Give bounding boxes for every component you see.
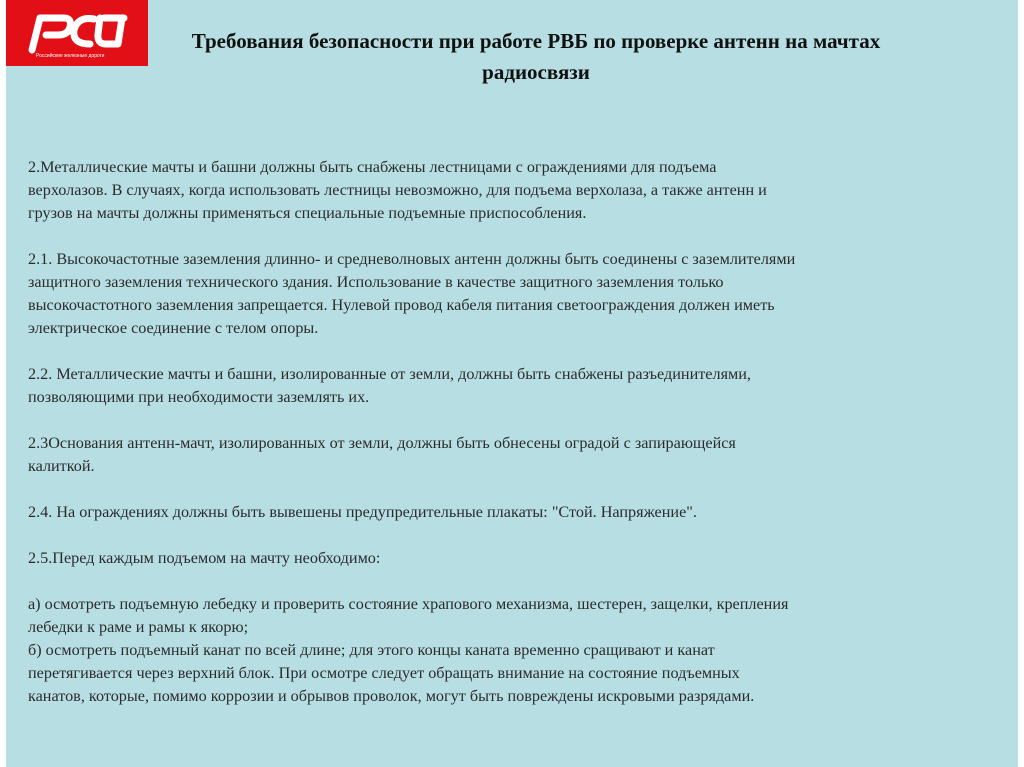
slide [6,0,1018,767]
paragraph-2: 2.Металлические мачты и башни должны быть снабжены лестницами с ограждениями для подъема верхолазов. В случаях, когда использовать лестницы невозможно, для подъема верхолаза, а также антенн и грузов на мачты должны применяться специальные подъемные приспособления. [28,158,767,222]
paragraph-2-4: 2.4. На ограждениях должны быть вывешены предупредительные плакаты: "Стой. Напряжение". [28,503,697,521]
paragraph-2-2: 2.2. Металлические мачты и башни, изолированные от земли, должны быть снабжены разъединителями, позволяющими при необходимости заземлять их. [28,365,751,406]
paragraph-2-5-items: а) осмотреть подъемную лебедку и проверить состояние храпового механизма, шестерен, защелки, крепления лебедки к раме и рамы к якорю; б) осмотреть подъемный канат по всей длине; для этого концы каната временно сращивают и канат перетягивается через верхний блок. При осмотре следует обращать внимание на состояние подъемных канатов, которые, помимо коррозии и обрывов проволок, могут быть повреждены искровыми разрядами. [28,595,789,705]
body-text [28,156,1018,708]
paragraph-2-3: 2.3Основания антенн-мачт, изолированных от земли, должны быть обнесены оградой с запирающейся калиткой. [28,434,736,475]
rzd-logo [6,0,148,66]
paragraph-2-1: 2.1. Высокочастотные заземления длинно- и средневолновых антенн должны быть соединены с заземлителями защитного заземления технического здания. Использование в качестве защитного заземления только высокочастотного заземления запрещается. Нулевой провод кабеля питания светоограждения должен иметь электрическое соединение с телом опоры. [28,250,796,337]
paragraph-2-5: 2.5.Перед каждым подъемом на мачту необходимо: [28,549,381,567]
logo-tagline: Российские железные дороги [36,53,105,59]
rzd-logo-icon [6,0,148,66]
slide-title: Требования безопасности при работе РВБ по проверке антенн на мачтах радиосвязи [191,29,881,84]
